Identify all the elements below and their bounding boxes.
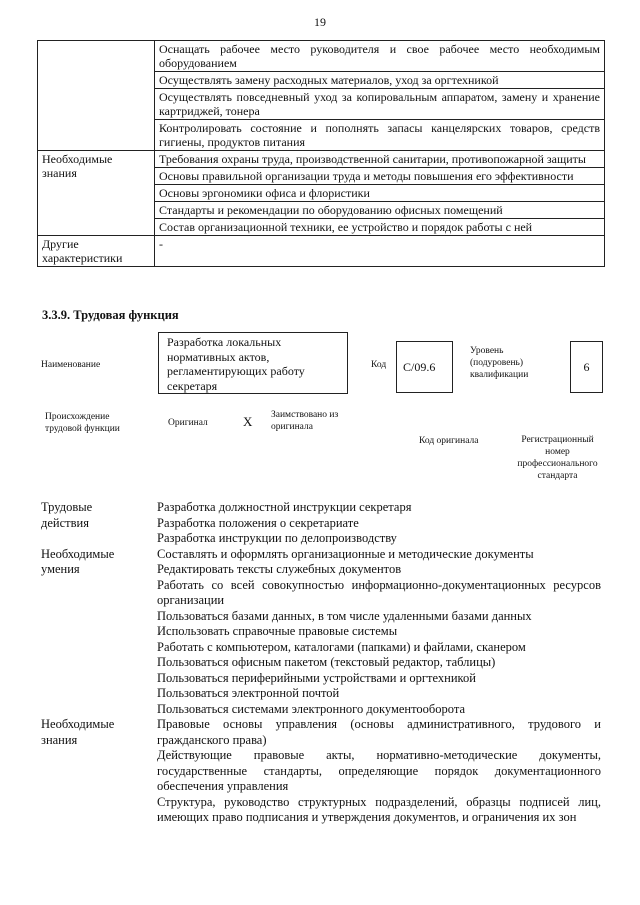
- table-cell: Состав организационной техники, ее устройство и порядок работы с ней: [155, 219, 605, 236]
- list-item-text: Пользоваться периферийными устройствами и оргтехникой: [157, 670, 476, 685]
- section-label: Необходимые знания: [41, 717, 115, 747]
- function-name-box: Разработка локальных нормативных актов, регламентирующих работу секретаря: [158, 332, 348, 394]
- table-cell: Основы правильной организации труда и методы повышения его эффективности: [155, 168, 605, 185]
- competency-table-continued: [37, 40, 605, 267]
- list-item-text: Правовые основы управления (основы административного, трудового и гражданского права): [157, 717, 601, 747]
- table-cell: -: [155, 236, 605, 267]
- row-label: Необходимые знания: [38, 151, 155, 236]
- section-label: Необходимые умения: [41, 546, 115, 576]
- name-label: Наименование: [41, 360, 101, 370]
- list-item: [41, 547, 601, 718]
- table-cell: Осуществлять повседневный уход за копировальным аппаратом, замену и хранение картриджей, тонера: [155, 89, 605, 120]
- table-cell: Требования охраны труда, производственной санитарии, противопожарной защиты: [155, 151, 605, 168]
- list-item-text: Использовать справочные правовые системы: [157, 624, 398, 638]
- row-label: [38, 41, 155, 151]
- list-item-text: Пользоваться офисным пакетом (текстовый редактор, таблицы): [157, 655, 496, 669]
- level-label: Уровень (подуровень) квалификации: [470, 346, 529, 380]
- code-box: С/09.6: [396, 341, 453, 393]
- list-item-text: Пользоваться электронной почтой: [157, 686, 340, 700]
- table-cell: Оснащать рабочее место руководителя и свое рабочее место необходимым оборудованием: [155, 41, 605, 72]
- borrowed-label: Заимствовано из оригинала: [271, 410, 339, 432]
- page-number: 19: [314, 15, 326, 29]
- list-item-text: Структура, руководство структурных подразделений, образцы подписей лиц, имеющих право подписания и утверждения документов, и ограничения их зон: [157, 794, 601, 824]
- level-box: 6: [570, 341, 603, 393]
- function-details: [41, 500, 601, 826]
- list-item: [41, 500, 601, 547]
- list-item-text: Работать со всей совокупностью информационно-документационных ресурсов организации: [157, 577, 601, 607]
- table-cell: Осуществлять замену расходных материалов, уход за оргтехникой: [155, 72, 605, 89]
- list-item-text: Пользоваться системами электронного документооборота: [157, 701, 466, 716]
- list-item-text: Пользоваться базами данных, в том числе удаленными базами данных: [157, 608, 532, 623]
- list-item-text: Редактировать тексты служебных документов: [157, 562, 402, 576]
- list-item-text: Разработка инструкции по делопроизводству: [157, 531, 397, 545]
- original-mark: X: [243, 414, 253, 429]
- table-row: [38, 151, 605, 168]
- list-item-text: Работать с компьютером, каталогами (папками) и файлами, сканером: [157, 639, 526, 654]
- original-label: Оригинал: [168, 418, 208, 428]
- table-cell: Основы эргономики офиса и флористики: [155, 185, 605, 202]
- origin-label: Происхождение трудовой функции: [45, 412, 120, 434]
- reg-number-label: Регистрационный номер профессионального стандарта: [517, 435, 598, 481]
- table-cell: Стандарты и рекомендации по оборудованию офисных помещений: [155, 202, 605, 219]
- list-item-text: Разработка положения о секретариате: [157, 515, 359, 530]
- list-item-text: Составлять и оформлять организационные и методические документы: [157, 546, 534, 561]
- section-label: Трудовые действия: [41, 500, 93, 530]
- table-row: [38, 236, 605, 267]
- code-original-label: Код оригинала: [419, 436, 479, 446]
- table-row: [38, 41, 605, 72]
- row-label: Другие характеристики: [38, 236, 155, 267]
- section-title: 3.3.9. Трудовая функция: [42, 308, 179, 322]
- list-item-text: Действующие правовые акты, нормативно-методические документы, государственные стандарты, определяющие порядок документационного обеспечения управления: [157, 748, 601, 793]
- code-label: Код: [371, 360, 387, 370]
- table-cell: Контролировать состояние и пополнять запасы канцелярских товаров, средств гигиены, продуктов питания: [155, 120, 605, 151]
- list-item: [41, 717, 601, 826]
- list-item-text: Разработка должностной инструкции секретаря: [157, 500, 412, 514]
